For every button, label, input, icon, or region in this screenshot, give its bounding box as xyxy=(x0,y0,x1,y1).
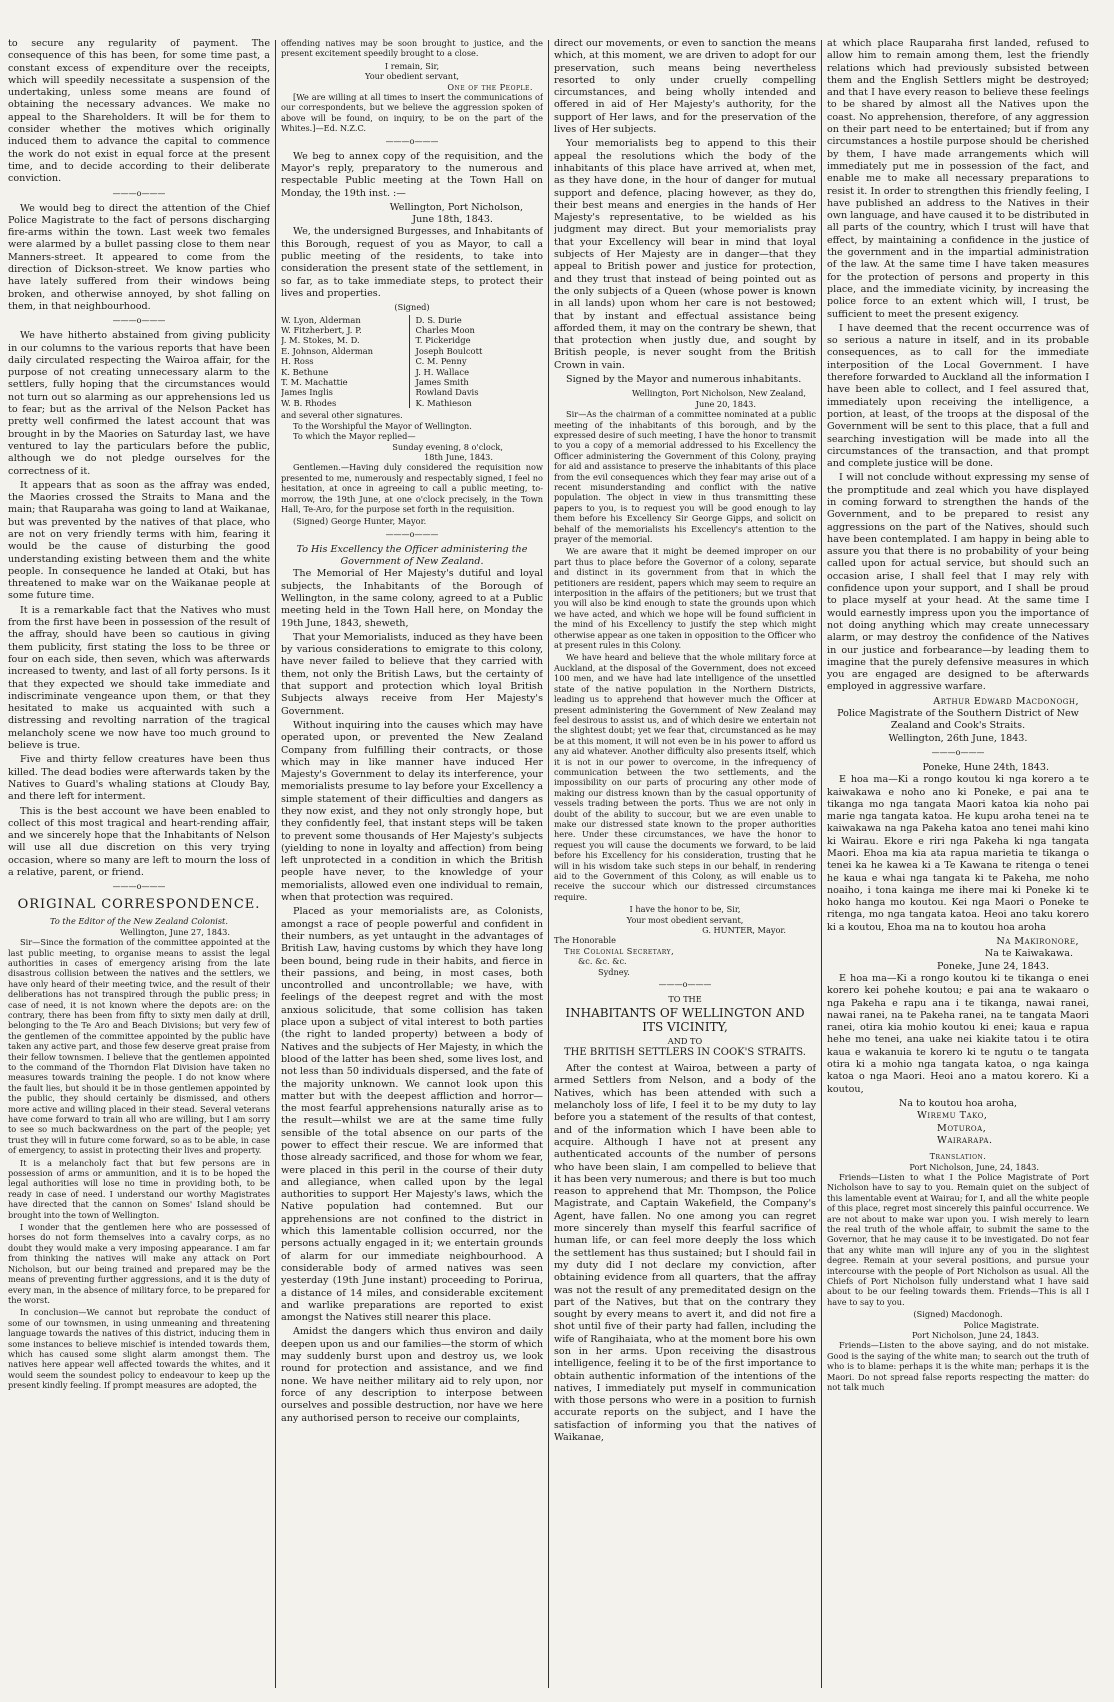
signatory-name: T. M. Machattie xyxy=(281,377,348,388)
signatory-name: K. Mathieson xyxy=(415,397,472,408)
paragraph: Five and thirty fellow creatures have been thus killed. The dead bodies were afterwards taken by the Natives to Guard's whaling stations at Cloudy Bay, and there left for interment. xyxy=(8,754,270,803)
address-line: &c. &c. &c. xyxy=(578,956,627,967)
letter-paragraph: Sir—Since the formation of the committee appointed at the last public meeting, to organise means to assist the legal authorities in cases of emergency arising from the late disastrous collision between the natives and the settlers, we have only heard of their meeting twice, and the result of their deliberations has not transpired through the public press; in case of need, it is not known where the depots are: on the contrary, there has been from fifty to sixty men daily at drill, belonging to the Te Aro and Beach Divisions; but very few of the gentlemen of the committee appointed by the public have taken any active part, and those few deserve great praise from their fellow townsmen. I believe that the gentlemen appointed to the command of the Thorndon Flat Division have taken no measures towards training the people. I do not know where the fault lies, but should it be in those gentlemen appointed by the public, they should certainly be dismissed, and others more active and willing placed in their stead. Several veterans have come forward to train all who are willing, but I am sorry to see so much backwardness on the part of the people; yet trust they will in future come forward, so as to be able, in case of emergency, to assist in protecting their lives and property. xyxy=(8,937,270,1156)
paragraph: Placed as your memorialists are, as Colonists, amongst a race of people powerful and confident in their numbers, as yet untaught in the advantages of British Law, having customs by which they have long been bound, being rude in their habits, and fierce in their passions, and being, in most cases, both uncontrolled and uncontrollable; we have, with feelings of the deepest regret and with the most anxious solicitude, that some collision has taken place upon a subject of vital interest to both parties (the right to landed property) between a body of Natives and the subjects of Her Majesty, in which the blood of the latter has been shed, some lives lost, and not less than 50 individuals dispersed, and the fate of the majority unknown. We cannot look upon this matter but with the deepest affliction and horror—the most fearful apprehensions naturally arise as to the result—whilst we are at the same time fully sensible of the total absence on our parts of the power to effect their rescue. We are informed that those already sacrificed, and those for whom we fear, were placed in this peril in the course of their duty and allegiance, when called upon by the legal authorities to support Her Majesty's laws, which the Native population had contemned. But our apprehensions are not confined to the district in which this lamentable collision occurred, nor the persons actually engaged in it; we entertain grounds of alarm for our immediate neighbourhood. A considerable body of armed natives was seen yesterday (19th June instant) proceeding to Porirua, a distance of 14 miles, and considerable excitement and warlike preparations are reported to exist amongst the Natives still nearer this place. xyxy=(281,906,543,1324)
translation-signature-title: Police Magistrate. xyxy=(963,1319,1039,1330)
column-1 xyxy=(8,38,270,1690)
signatory-name: J. M. Stokes, M. D. xyxy=(281,335,360,346)
signatory-name: James Inglis xyxy=(281,387,333,398)
paragraph: This is the best account we have been enabled to collect of this most tragical and heart-rending affair, and we sincerely hope that the Inhabitants of Nelson will use all due discretion on this very trying occasion, where so many are left to mourn the loss of a relative, parent, or friend. xyxy=(8,805,270,878)
signatory-name: Joseph Boulcott xyxy=(415,345,483,356)
signatory-name: W. Lyon, Alderman xyxy=(281,314,361,325)
reply-dateline: 18th June, 1843. xyxy=(424,451,493,462)
signatory-name: T. Pickeridge xyxy=(415,335,471,346)
column-rule xyxy=(548,40,549,1688)
paragraph: We beg to annex copy of the requisition, and the Mayor's reply, preparatory to the numerous and respectable Public meeting at the Town Hall on Monday, the 19th inst. :— xyxy=(281,150,543,199)
letter-closing: I remain, Sir, xyxy=(384,60,440,71)
translation-paragraph: Friends—Listen to what I the Police Magistrate of Port Nicholson have to say to you. Remain quiet on the subject of this lamentable event at Wairau; for I, and all the white people of this place, regret most sincerely this painful occurrence. We are not about to make war upon you. I wish merely to learn the real truth of the whole affair, to submit the same to the Governor, that he may cause it to be investigated. Do not fear that any white man will injure any of you in the slightest degree. Remain at your several positions, and pursue your intercourse with the people of Port Nicholson as usual. All the Chiefs of Port Nicholson fully understand what I have said about to be our feeling towards them. Friends—This is all I have to say to you. xyxy=(827,1171,1089,1307)
letter-closing: Your most obedient servant, xyxy=(626,914,744,925)
address-line: The Honorable xyxy=(554,935,616,946)
dateline: June 18th, 1843. xyxy=(412,214,493,226)
letter-paragraph: It is a melancholy fact that but few persons are in possession of arms or ammunition, and it is to be hoped the legal authorities will lose no time in providing both, to be ready in case of need. I understand our worthy Magistrates have directed that the cannon on Somes' Island should be brought into the town of Wellington. xyxy=(8,1157,270,1220)
paragraph: We, the undersigned Burgesses, and Inhabitants of this Borough, request of you as Mayor, to call a public meeting of the residents, to take into consideration the present state of the settlement, in so far, as to take immediate steps, to protect their lives and properties. xyxy=(281,226,543,299)
translation-paragraph: Friends—Listen to the above saying, and do not mistake. Good is the saying of the white man; to search out the truth of who is to blame: perhaps it is the white man; perhaps it is the Maori. Do not spread false reports respecting the matter: do not talk much xyxy=(827,1340,1089,1393)
address-line: Sydney. xyxy=(598,966,630,977)
maori-signature: Wiremu Tako, xyxy=(917,1110,988,1122)
reply-signature: (Signed) George Hunter, Mayor. xyxy=(293,516,427,527)
dateline: Wellington, Port Nicholson, New Zealand, xyxy=(631,388,806,399)
paragraph: It appears that as soon as the affray was ended, the Maories crossed the Straits to Mana and the main; that Rauparaha was going to land at Waikanae, but was prevented by the natives of that place, who are not on very friendly terms with him, fearing it would be the cause of disturbing the good understanding existing between them and the white people. In consequence he landed at Otaki, but has threatened to make war on the Waikanae people at some future time. xyxy=(8,479,270,602)
paragraph: It is a remarkable fact that the Natives who must from the first have been in possession of the result of the affray, should have been so cautious in giving them publicity, first stating the loss to be three or four on each side, then seven, which was afterwards increased to twenty, and last of all forty persons. Is it that they expected we should take immediate and indiscriminate vengeance upon them, or that they hesitated to make us acquainted with such a distressing and revolting narration of the tragical melancholy scene we now have too much ground to believe is true. xyxy=(8,604,270,752)
heading-conjunction: AND TO xyxy=(667,1036,703,1047)
paragraph: I have deemed that the recent occurrence was of so serious a nature in itself, and in its probable consequences, as to call for the immediate interposition of the Local Government. I have therefore forwarded to Auckland all the information I have been able to collect, and I feel assured that, immediately upon receiving the intelligence, a portion, at least, of the troops at the disposal of the Government will be sent to this place, that a full and searching investigation will be made into all the circumstances of the transaction, and that prompt and complete justice will be done. xyxy=(827,322,1089,470)
letter-dateline: Wellington, June 27, 1843. xyxy=(120,926,230,937)
letter-paragraph: offending natives may be soon brought to justice, and the present excitement speedily brought to a close. xyxy=(281,38,543,59)
paragraph: Without inquiring into the causes which may have operated upon, or prevented the New Zealand Company from fulfilling their contracts, or those which may in like manner have induced Her Majesty's Government to delay its interference, your memorialists presume to lay before your Excellency a simple statement of their difficulties and dangers as they now exist, and they not only strongly hope, but they confidently feel, that instant steps will be taken to prevent some thousands of Her Majesty's subjects (yielding to none in loyalty and affection) from being left unprotected in a condition in which the British people have never, to the knowledge of your memorialists, allowed even one individual to remain, when that protection was required. xyxy=(281,719,543,904)
signatory-list xyxy=(281,315,543,409)
paragraph: I will not conclude without expressing my sense of the promptitude and zeal which you have displayed in coming forward to strengthen the hands of the Government, and to be prepared to resist any aggressions on the part of the Natives, should such have been contemplated. I am happy in being able to assure you that there is no probability of your being called upon for actual service, but should such an occasion arise, I shall feel that I may rely with confidence upon your support, and I shall be proud to place myself at your head. At the same time I would earnestly impress upon you the importance of not doing anything which may create unnecessary alarm, or may destroy the confidence of the Natives in our justice and forbearance—by leading them to imagine that the purely defensive measures in which you are engaged are designed to be afterwards employed in aggressive warfare. xyxy=(827,472,1089,693)
column-rule xyxy=(275,40,276,1688)
signatory-name: Charles Moon xyxy=(415,325,475,336)
separator: ———o——— xyxy=(112,188,166,198)
section-heading: ORIGINAL CORRESPONDENCE. xyxy=(17,897,261,913)
paragraph: Amidst the dangers which thus environ and daily deepen upon us and our families—the storm of which may suddenly burst upon and destroy us, we look round for protection and assistance, and we find none. We have neither military aid to rely upon, nor force of any description to interpose between ourselves and possible destruction, nor have we here any authorised person to receive our complaints, xyxy=(281,1326,543,1424)
paragraph: direct our movements, or even to sanction the means which, at this moment, we are driven to adopt for our preservation, such means being nevertheless resorted to only under cruelly compelling circumstances, and being wholly intended and offered in aid of Her Majesty's authority, for the support of Her laws, and for the preservation of the lives of Her subjects. xyxy=(554,38,816,136)
address-line: To the Worshipful the Mayor of Wellington. xyxy=(293,420,472,431)
memorial-title: To His Excellency the Officer administering the Government of New Zealand. xyxy=(296,543,528,568)
column-2 xyxy=(281,38,543,1690)
signatory-name: E. Johnson, Alderman xyxy=(281,345,374,356)
column-3 xyxy=(554,38,816,1690)
separator: ———o——— xyxy=(658,980,712,990)
letter-signature: One of the People. xyxy=(447,81,533,92)
maori-signature: Na te Kaiwakawa. xyxy=(984,948,1073,960)
letter-closing: Your obedient servant, xyxy=(365,71,459,82)
signatory-name: James Smith xyxy=(415,377,469,388)
paragraph: to secure any regularity of payment. The consequence of this has been, for some time past, a constant excess of expenditure over the receipts, which will speedily necessitate a suspension of the undertaking, unless some means are found of obtaining the necessary advances. We make no appeal to the Shareholders. It will be for them to consider whether the motives which originally induced them to advance the capital to commence the work do not exist in equal force at the present time, and to decide according to their deliberate conviction. xyxy=(8,38,270,185)
reply-dateline: Sunday evening, 8 o'clock, xyxy=(392,441,503,452)
paragraph: We have hitherto abstained from giving publicity in our columns to the various reports that have been daily circulated respecting the Wairoa affair, for the purpose of not creating unnecessary alarm to the settlers, fully hoping that the circumstances would not turn out so alarming as our apprehensions led us to fear; but as the arrival of the Nelson Packet has pretty well confirmed the latest account that was brought in by the Maories on Saturday last, we have ventured to lay the particulars before the public, although we do not pledge ourselves for the correctness of it. xyxy=(8,330,270,477)
maori-signature: Na Makironore, xyxy=(996,936,1079,948)
letter-paragraph: We have heard and believe that the whole military force at Auckland, at the disposal of the Government, does not exceed 100 men, and we have had late intelligence of the unsettled state of the native population in the Northern Districts, leading us to apprehend that however much the Officer at present administering the Government of New Zealand may feel desirous to assist us, and of which desire we entertain not the slightest doubt; yet we fear that, circumstanced as he may be at this moment, it will not even be in his power to afford us any aid whatever. Another difficulty also presents itself, which it is not in our power to overcome, in the infrequency of communication between the two settlements, and the impossibility on our parts of procuring any other mode of making our distress known than by the casual opportunity of vessels trading between the ports. Thus we are not only in doubt of the ability to succour, but we are even unable to make our distressed state known to the proper authorities here. Under these circumstances, we have the honor to request you will cause the documents we forward, to be laid before his Excellency for his consideration, trusting that he will in his wisdom take such steps in our behalf, in rendering aid to the Government of this Colony, as will enable us to receive the succour which our distressed circumstances require. xyxy=(554,652,816,902)
address-heading: INHABITANTS OF WELLINGTON AND ITS VICINITY, xyxy=(565,1006,805,1035)
translation-signature: (Signed) Macdonogh. xyxy=(913,1309,1003,1320)
paragraph: The Memorial of Her Majesty's dutiful and loyal subjects, the Inhabitants of the Borough of Wellington, in the same colony, agreed to at a Public meeting held in the Town Hall here, on Monday the 19th June, 1843, sheweth, xyxy=(281,568,543,629)
signed-label: (Signed) xyxy=(394,302,430,313)
maori-closing: Na to koutou hoa aroha, xyxy=(898,1097,1018,1109)
separator: ———o——— xyxy=(112,316,166,326)
maori-signature: Moturoa, xyxy=(937,1122,987,1134)
maori-signature: Wairarapa. xyxy=(937,1134,993,1146)
translation-dateline: Port Nicholson, June, 24, 1843. xyxy=(909,1161,1039,1172)
reply-paragraph: Gentlemen.—Having duly considered the requisition now presented to me, numerously and respectably signed, I feel no hesitation, at once in agreeing to call a public meeting, to-morrow, the 19th June, at one o'clock precisely, in the Town Hall, Te-Aro, for the purpose set forth in the requisition. xyxy=(281,462,543,514)
signatory-name: K. Bethune xyxy=(281,366,329,377)
heading-prefix: TO THE xyxy=(668,994,702,1005)
paragraph: That your Memorialists, induced as they have been by various considerations to emigrate to this colony, have never failed to believe that they carried with them, not only the British Laws, but the certainty of that support and protection which loyal British Subjects always receive from Her Majesty's Government. xyxy=(281,631,543,717)
separator: ———o——— xyxy=(385,136,439,146)
maori-paragraph: E hoa ma—Ki a rongo koutou ki te tikanga o enei korero kei pohehe koutou; e pai ana te wakaaro o nga Pakeha e rapu ana i te tikanga, nawai ranei, nawai ranei, na te Pakeha ranei, na te tangata Maori ranei, otira kia mohio koutou ki enei; kaua e rapua hehe mo tenei, ana uake nei kiakite tatou i te otira kaua e wakanuia te korero ki te ngutu o te tangata otira ki a mohio nga tangata katoa, o nga kainga katoa o nga Maori. Heoi ano a matou korero. Ki a koutou, xyxy=(827,972,1089,1095)
address-subheading: THE BRITISH SETTLERS IN COOK'S STRAITS. xyxy=(564,1046,806,1058)
letter-paragraph: Sir—As the chairman of a committee nominated at a public meeting of the inhabitants of this borough, and by the expressed desire of such meeting, I have the honor to transmit to you a copy of a memorial addressed to his Excellency the Officer administering the Government of this Colony, praying for aid and assistance to preserve the inhabitants of this place from the evil consequences which they fear may arise out of a recent misunderstanding and conflict with the native population. The object in view in thus transmitting these papers to you, is to request you will be good enough to lay them before his Excellency Sir George Gipps, and solicit on behalf of the memorialists his Excellency's attention to the prayer of the memorial. xyxy=(554,409,816,544)
maori-dateline: Poneke, June 24, 1843. xyxy=(937,960,1049,972)
maori-paragraph: E hoa ma—Ki a rongo koutou ki nga korero a te kaiwakawa e noho ano ki Poneke, e pai ana te tikanga mo nga tangata Maori katoa kia noho pai marie nga tangata katoa. He kupu aroha tenei na te kaiwakawa na nga Pakeha katoa ano tenei mahi kino ki Wairau. Ekore e riri nga Pakeha ki nga tangata Maori. Ehoa ma kia ata rapua marietia te tikanga o tenei ka he kawea ki a Te Kawana te ritenga o tenei he kaua e whai nga tangata ki te Pakeha, me noho noaiho, i tona kainga me ihere mai ki Poneke ki te hoko hanga mo koutou. Kei nga Maori o Poneke te ritenga, mo nga tangata katoa. Heoi ano taku korero ki a koutou, Ehoa ma na to koutou hoa aroha xyxy=(827,774,1089,933)
translation-heading: Translation. xyxy=(929,1151,987,1162)
separator: ———o——— xyxy=(112,882,166,892)
address-line: To which the Mayor replied— xyxy=(293,431,416,442)
dateline: June 20, 1843. xyxy=(695,398,756,409)
signature-date: Wellington, 26th June, 1843. xyxy=(888,732,1028,744)
translation-dateline: Port Nicholson, June 24, 1843. xyxy=(911,1330,1039,1341)
signatory-name: W. Fitzherbert, J. P. xyxy=(281,325,362,336)
signature-title: Police Magistrate of the Southern District of New Zealand and Cook's Straits. xyxy=(837,708,1079,732)
signatory-name: H. Ross xyxy=(281,356,314,367)
signatory-name: D. S. Durie xyxy=(415,314,462,325)
signatory-column-left xyxy=(281,315,409,409)
column-4 xyxy=(827,38,1089,1690)
maori-dateline: Poneke, Hune 24th, 1843. xyxy=(922,761,1049,773)
signatory-name: C. M. Penny xyxy=(415,356,467,367)
paragraph: Your memorialists beg to append to this their appeal the resolutions which the body of the inhabitants of this place have arrived at, when met, as they have done, in the hour of danger for mutual support and defence, placing however, as they do, their best means and energies in the hands of Her Majesty's representative, to be wielded as his judgment may direct. But your memorialists pray that your Excellency will bear in mind that loyal subjects of Her Majesty are in danger—that they appeal to British power and justice for protection, and they trust that instead of being pointed out as the only subjects of a Queen (whose power is known in all lands) upon whom her care is not bestowed; that by instant and effectual assistance being afforded them, it may on the contrary be shewn, that that protection when justly due, and sought by British people, is never sought from the British Crown in vain. xyxy=(554,138,816,371)
separator: ———o——— xyxy=(931,747,985,757)
separator: ———o——— xyxy=(385,529,439,539)
signatory-name: W. B. Rhodes xyxy=(281,397,337,408)
signature-name: Arthur Edward Macdonogh, xyxy=(933,695,1079,707)
signatory-name: J. H. Wallace xyxy=(415,366,470,377)
signatory-name: Rowland Davis xyxy=(415,387,479,398)
column-rule xyxy=(821,40,822,1688)
letter-paragraph: We are aware that it might be deemed improper on our part thus to place before the Governor of a colony, separate and distinct in its government from that in which the petitioners are resident, papers which may seem to require an interposition in the affairs of the petitioners; but we trust that you will also be kind enough to state the grounds upon which we have acted, and which we hope will be found sufficient in the mind of his Excellency to justify the step which might otherwise appear as one taken in opposition to the Officer who at present rules in this Colony. xyxy=(554,546,816,651)
paragraph: We would beg to direct the attention of the Chief Police Magistrate to the fact of persons discharging fire-arms within the town. Last week two females were alarmed by a bullet passing close to them near Manners-street. It appeared to come from the direction of Dickson-street. We know parties who have lately suffered from their windows being broken, and otherwise annoyed, by shot falling on them, in that neighbourhood. xyxy=(8,202,270,312)
signatures-note: and several other signatures. xyxy=(281,410,403,421)
editor-note: [We are willing at all times to insert the communications of our correspondents, but we believe the aggression spoken of above will be found, on inquiry, to be on the part of the Whites.]—Ed. N.Z.C. xyxy=(281,92,543,134)
dateline: Wellington, Port Nicholson, xyxy=(389,201,523,213)
letter-address: To the Editor of the New Zealand Colonist. xyxy=(50,916,228,927)
paragraph: at which place Rauparaha first landed, refused to allow him to remain among them, lest the friendly relations which had previously subsisted between them and the English Settlers might be destroyed; and that I have every reason to believe these feelings to be shared by almost all the Natives upon the coast. No apprehension, therefore, of any aggression on their part need to be entertained; but if from any circumstances a hostile purpose should be cherished by them, I have made arrangements which will immediately put me in possession of the fact, and enable me to make all necessary preparations to resist it. In order to strengthen this friendly feeling, I have published an address to the Natives in their own language, and have caused it to be distributed in all parts of the country, which I trust will have that effect, by maintaining a confidence in the justice of the government and in the impartial administration of the law. At the same time I have taken measures for the protection of persons and property in this place, and the immediate vicinity, by increasing the police force to an extent which will, I trust, be sufficient to meet the present exigency. xyxy=(827,38,1089,320)
signatory-column-right xyxy=(409,315,544,409)
address-line: The Colonial Secretary, xyxy=(564,945,675,956)
paragraph: After the contest at Wairoa, between a party of armed Settlers from Nelson, and a body of the Natives, which has been attended with such a melancholy loss of life, I feel it to be my duty to lay before you a statement of the results of that contest, and of the information which I have been able to acquire. Although I have not at present any authenticated accounts of the number of persons who have been slain, I am compelled to believe that it has been very numerous; and there is but too much reason to apprehend that Mr. Thompson, the Police Magistrate, and Captain Wakefield, the Company's Agent, have fallen. No one among you can regret more sincerely than myself this fearful sacrifice of human life, or can feel more deeply the loss which the settlement has thus sustained; but I should fail in my duty did I not declare my conviction, after obtaining evidence from all quarters, that the affray was not the result of any premeditated design on the part of the Natives, but that on the contrary they sought by every means to avert it, and did not fire a shot until five of their party had fallen, including the wife of Rangihaiata, who at the moment bore his own son in her arms. Upon receiving the disastrous intelligence, feeling it to be of the first importance to obtain authentic information of the intentions of the natives, I immediately put myself in communication with those persons who were in a position to furnish accurate reports on the subject, and I have the satisfaction of informing you that the natives of Waikanae, xyxy=(554,1063,816,1444)
letter-signature: G. HUNTER, Mayor. xyxy=(702,925,786,936)
letter-paragraph: I wonder that the gentlemen here who are possessed of horses do not form themselves into a cavalry corps, as no doubt they would make a very imposing appearance. I am far from thinking the natives will make any attack on Port Nicholson, but our being trained and prepared may be the means of preventing further aggressions, and it is the duty of every man, in the absence of military force, to be prepared for the worst. xyxy=(8,1222,270,1305)
paragraph: Signed by the Mayor and numerous inhabitants. xyxy=(566,374,802,386)
letter-paragraph: In conclusion—We cannot but reprobate the conduct of some of our townsmen, in using unmeaning and threatening language towards the natives of this district, inducing them in some instances to believe mischief is intended towards them, which has caused some slight alarm amongst them. The natives here appear well affected towards the whites, and it would seem the soundest policy to endeavour to keep up the present kindly feeling. If prompt measures are adopted, the xyxy=(8,1307,270,1391)
letter-closing: I have the honor to be, Sir, xyxy=(629,904,741,915)
